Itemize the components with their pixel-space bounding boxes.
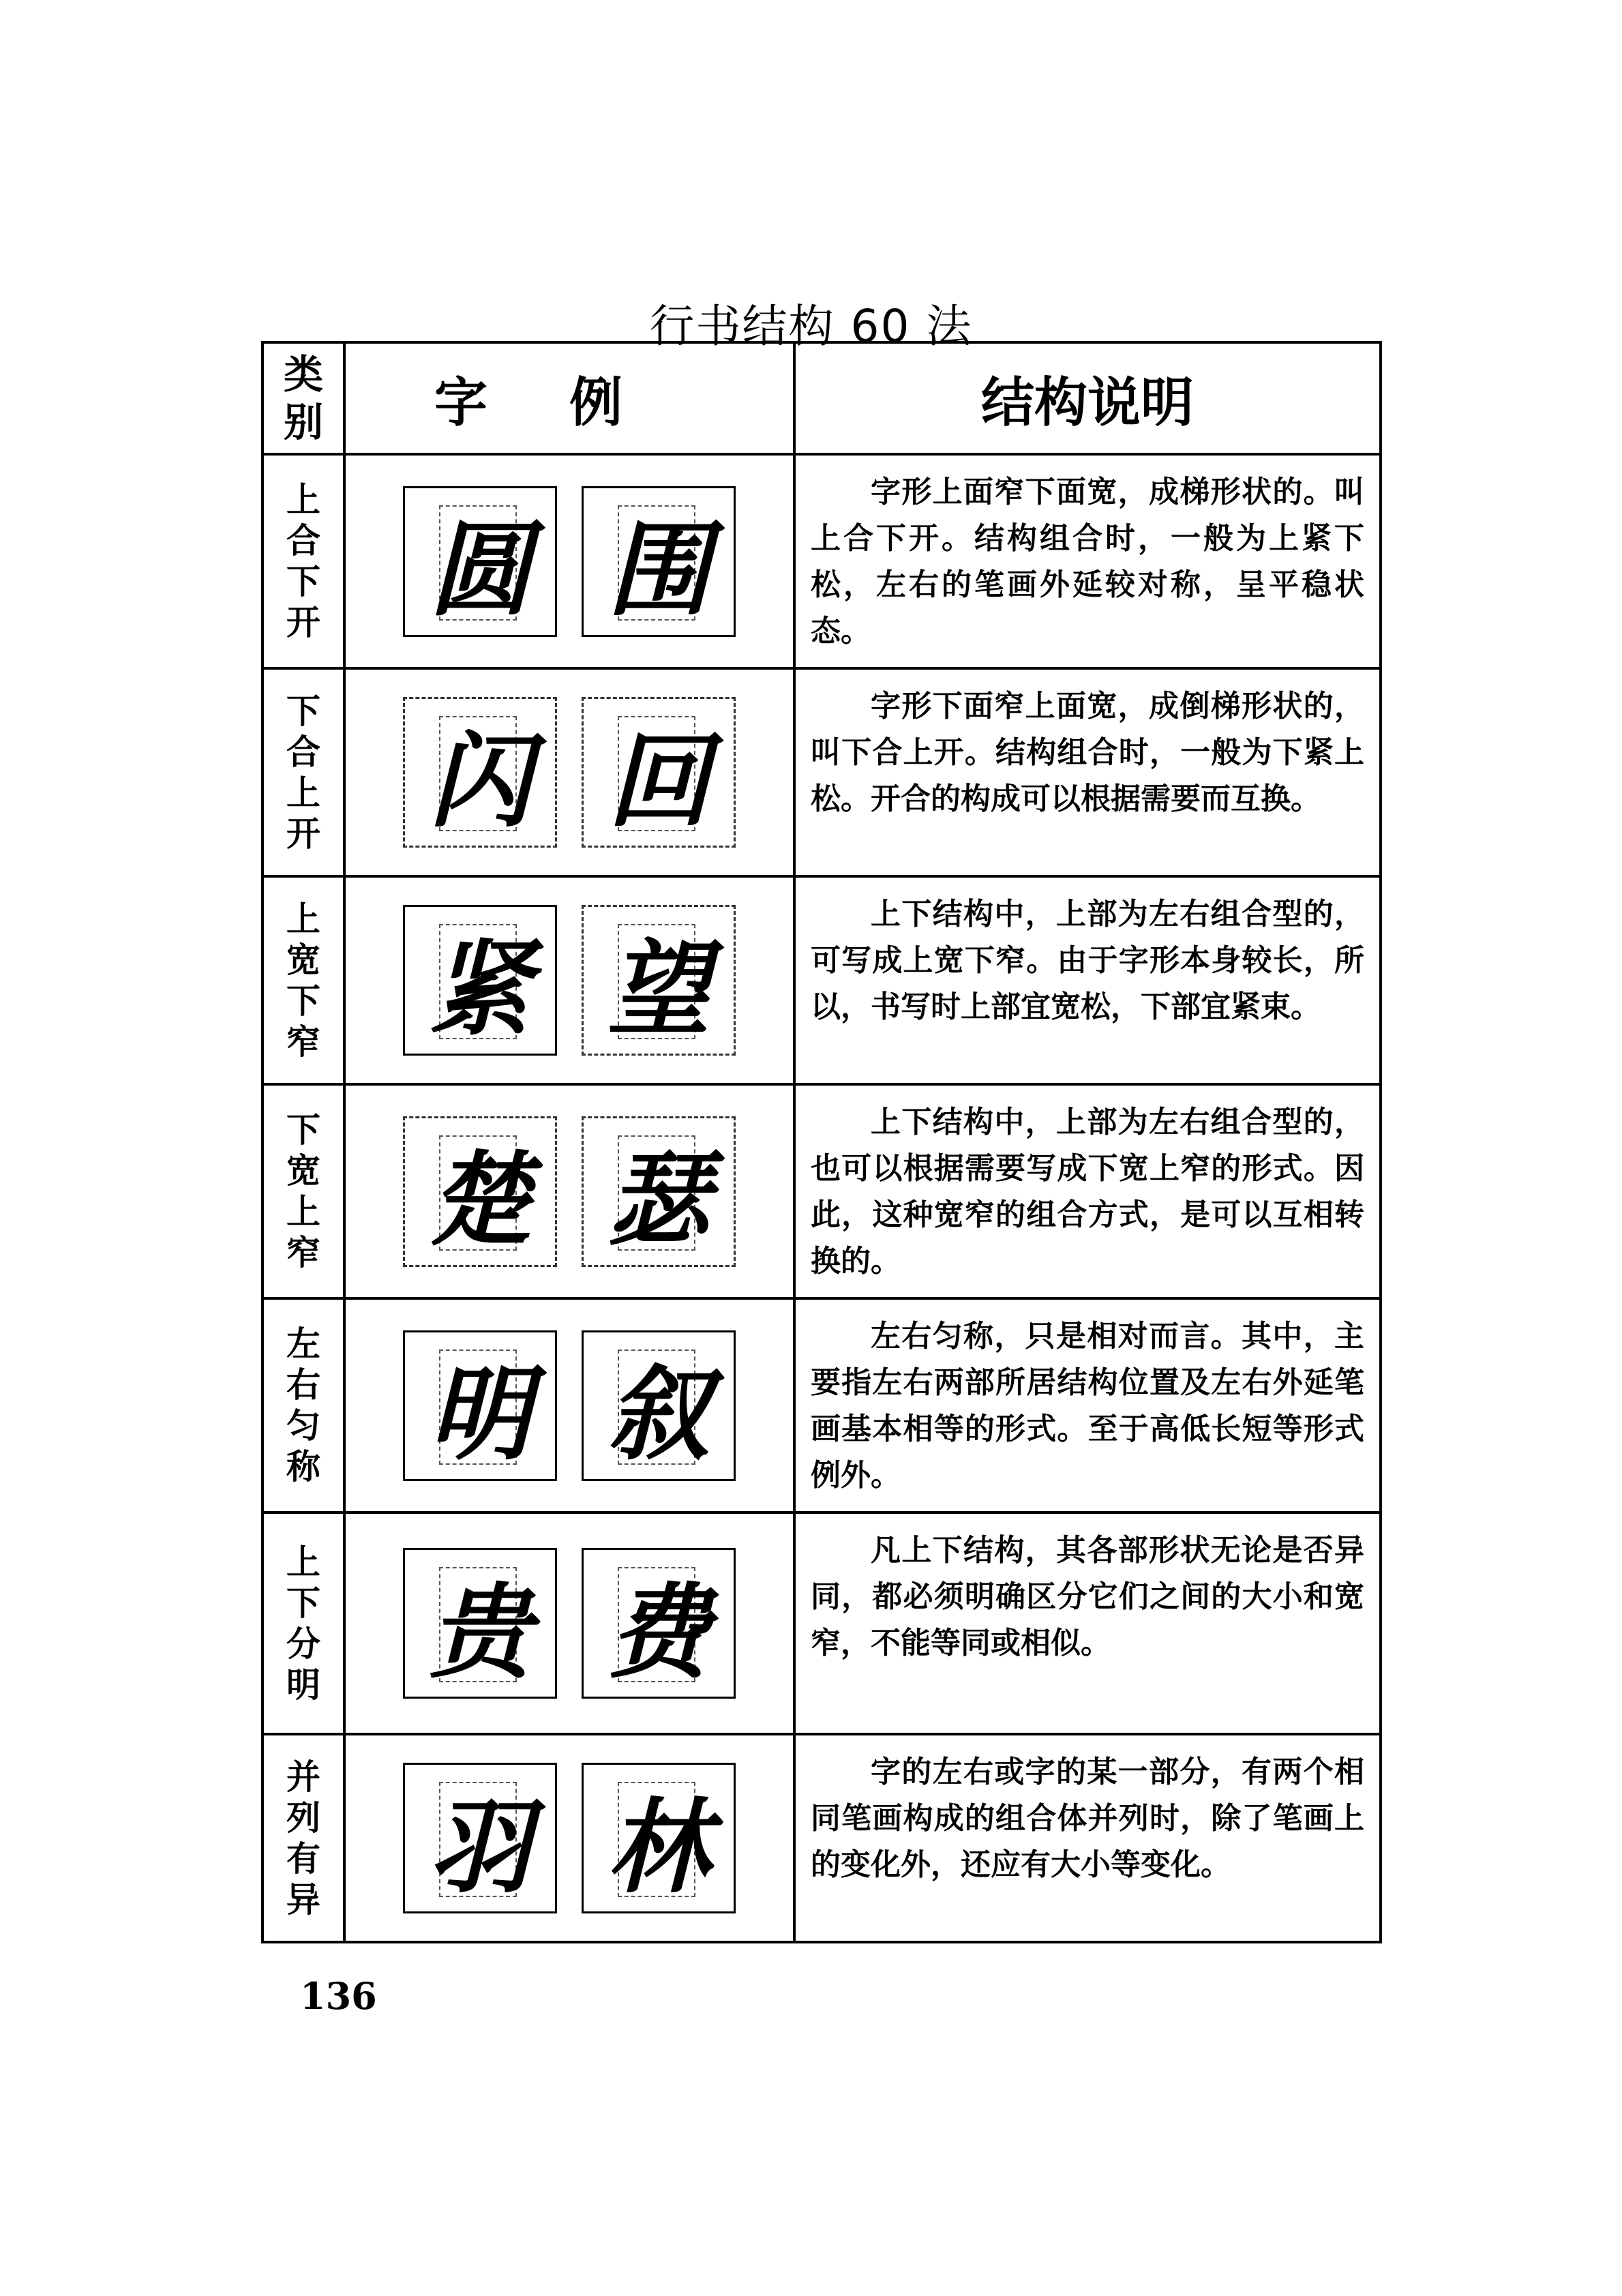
category-cell	[262, 668, 344, 876]
character-glyph: 望	[607, 929, 710, 1049]
character-example	[582, 1548, 736, 1699]
character-example	[582, 486, 736, 637]
examples-cell	[344, 876, 794, 1084]
description-text: 左右匀称，只是相对而言。其中，主要指左右两部所居结构位置及左右外延笔画基本相等的形式。至于高低长短等形式例外。	[811, 1319, 1364, 1493]
character-example	[582, 1763, 736, 1913]
character-glyph: 回	[607, 721, 710, 841]
description-cell	[794, 876, 1381, 1084]
category-label: 左右匀称	[286, 1324, 320, 1487]
structure-table	[261, 341, 1382, 1943]
page-number: 136	[300, 1974, 377, 2018]
character-glyph: 叙	[607, 1354, 710, 1474]
description-cell	[794, 454, 1381, 668]
character-glyph: 紧	[428, 929, 531, 1049]
character-example	[403, 905, 557, 1056]
category-cell	[262, 1734, 344, 1942]
description-text: 上下结构中，上部为左右组合型的，可写成上宽下窄。由于字形本身较长，所以，书写时上部宜宽松，下部宜紧束。	[811, 897, 1364, 1024]
examples-cell	[344, 1084, 794, 1298]
header-category: 类别	[262, 342, 344, 454]
description-cell	[794, 1298, 1381, 1512]
character-glyph: 贵	[428, 1572, 531, 1693]
character-example	[582, 1330, 736, 1481]
character-example	[403, 1330, 557, 1481]
examples-cell	[344, 668, 794, 876]
examples-cell	[344, 1512, 794, 1734]
category-label: 上下分明	[286, 1542, 320, 1705]
description-text: 字的左右或字的某一部分，有两个相同笔画构成的组合体并列时，除了笔画上的变化外，还应有大小等变化。	[811, 1755, 1364, 1882]
description-text: 凡上下结构，其各部形状无论是否异同，都必须明确区分它们之间的大小和宽窄，不能等同或相似。	[811, 1533, 1364, 1660]
character-example	[403, 1548, 557, 1699]
examples-cell	[344, 1298, 794, 1512]
character-example	[403, 697, 557, 848]
character-glyph: 林	[607, 1787, 710, 1907]
table-row	[262, 1084, 1381, 1298]
table-row	[262, 668, 1381, 876]
character-glyph: 瑟	[607, 1140, 710, 1260]
description-cell	[794, 1084, 1381, 1298]
description-cell	[794, 1512, 1381, 1734]
character-example	[403, 1763, 557, 1913]
category-label: 上合下开	[286, 480, 320, 642]
description-cell	[794, 668, 1381, 876]
category-label: 下宽上窄	[286, 1110, 320, 1272]
table-row	[262, 876, 1381, 1084]
category-label: 上宽下窄	[286, 899, 320, 1062]
table-row	[262, 1734, 1381, 1942]
character-example	[403, 486, 557, 637]
description-text: 上下结构中，上部为左右组合型的，也可以根据需要写成下宽上窄的形式。因此，这种宽窄的组合方式，是可以互相转换的。	[811, 1105, 1364, 1279]
character-example	[403, 1116, 557, 1267]
category-cell	[262, 1084, 344, 1298]
category-cell	[262, 1512, 344, 1734]
examples-cell	[344, 454, 794, 668]
character-glyph: 楚	[428, 1140, 531, 1260]
table-row	[262, 1298, 1381, 1512]
table-row	[262, 1512, 1381, 1734]
description-text: 字形上面窄下面宽，成梯形状的。叫上合下开。结构组合时，一般为上紧下松，左右的笔画外延较对称，呈平稳状态。	[811, 475, 1364, 648]
character-glyph: 羽	[428, 1787, 531, 1907]
category-cell	[262, 454, 344, 668]
category-label: 下合上开	[286, 691, 320, 854]
character-glyph: 闪	[428, 721, 531, 841]
description-cell	[794, 1734, 1381, 1942]
table-row	[262, 454, 1381, 668]
character-example	[582, 905, 736, 1056]
category-cell	[262, 876, 344, 1084]
category-cell	[262, 1298, 344, 1512]
page-title: 行书结构 60 法	[649, 300, 973, 353]
character-glyph: 明	[428, 1354, 531, 1474]
character-example	[582, 1116, 736, 1267]
character-example	[582, 697, 736, 848]
character-glyph: 费	[607, 1572, 710, 1693]
description-text: 字形下面窄上面宽，成倒梯形状的，叫下合上开。结构组合时，一般为下紧上松。开合的构成可以根据需要而互换。	[811, 689, 1364, 816]
category-label: 并列有异	[286, 1757, 320, 1920]
header-description: 结构说明	[794, 342, 1381, 454]
table-header-row	[262, 342, 1381, 454]
examples-cell	[344, 1734, 794, 1942]
header-examples: 字例	[344, 342, 794, 454]
character-glyph: 圆	[428, 510, 531, 630]
character-glyph: 围	[607, 510, 710, 630]
